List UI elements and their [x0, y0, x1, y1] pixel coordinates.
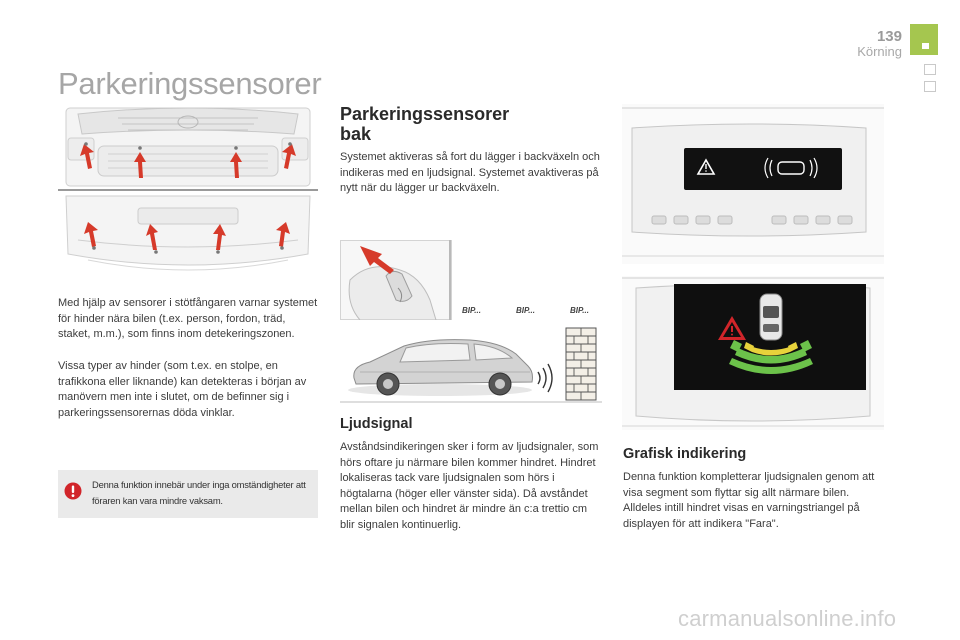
- footer-watermark: carmanualsonline.info: [678, 606, 897, 631]
- intro-paragraph: Med hjälp av sensorer i stötfångaren varnar systemet för hinder nära bilen (t.ex. person, fordon, träd, staket, m.m.), som finns inom detekeringszonen.: [58, 297, 318, 341]
- bip-label: BIP...: [462, 306, 481, 315]
- section-tab: [924, 64, 936, 75]
- blind-spot-paragraph: Vissa typer av hinder (som t.ex. en stolpe, en trafikkona eller liknande) kan detekteras i början av manövern men inte i slutet, om de befinner sig i parkeringssensorernas döda vinklar.: [58, 360, 307, 419]
- dashboard-display-illustration: [622, 104, 884, 264]
- section-name: Körning: [857, 44, 902, 59]
- rear-sensors-intro: Systemet aktiveras så fort du lägger i backväxeln och indikeras med en ljudsignal. Systemet avaktiveras på nytt när du lägger ur backväxeln.: [340, 151, 600, 195]
- section-tab-active: [910, 24, 938, 55]
- sound-signal-heading: Ljudsignal: [340, 416, 413, 432]
- graphic-indicator-text: Denna funktion kompletterar ljudsignalen genom att visa segment som flyttar sig allt närmare bilen. Alldeles intill hindret visas en varningstriangel på displayen för att indikera "Fara".: [623, 471, 875, 530]
- warning-note: [58, 470, 318, 518]
- bumper-sensors-illustration: [58, 104, 318, 280]
- bip-label: BIP...: [570, 306, 589, 315]
- page-title: Parkeringssensorer: [58, 66, 322, 101]
- page-number: 139: [876, 28, 902, 45]
- graphic-indicator-illustration: [622, 276, 884, 430]
- section-tab: [924, 81, 936, 92]
- car-reversing-illustration: [340, 326, 602, 406]
- bip-label: BIP...: [516, 306, 535, 315]
- warning-text: Denna funktion innebär under inga omständigheter att föraren kan vara mindre vaksam.: [92, 479, 306, 506]
- sound-signal-text: Avståndsindikeringen sker i form av ljudsignaler, som hörs oftare ju närmare bilen kommer hindret. Hindret lokaliseras tack vare ljudsignalen som hörs i högtalarna (höger eller vänster sida). Då avståndet mellan bilen och hindret är mindre än c:a trettio cm blir signalen kontinuerlig.: [340, 441, 599, 531]
- graphic-indicator-heading: Grafisk indikering: [623, 446, 747, 462]
- exclamation-warning-icon: [64, 482, 82, 500]
- gear-lever-illustration: [340, 240, 452, 320]
- rear-sensors-heading: Parkeringssensorer bak: [340, 104, 510, 144]
